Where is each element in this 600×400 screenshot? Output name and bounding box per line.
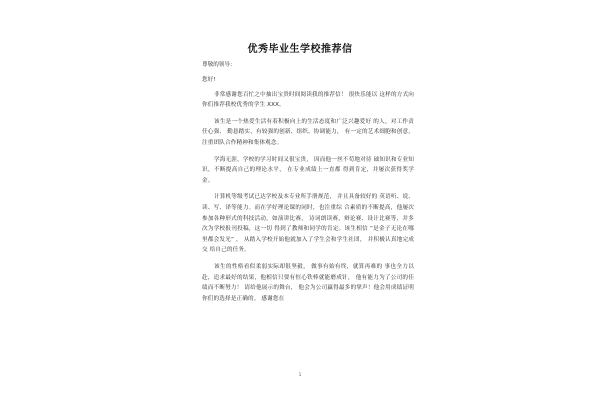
paragraph-3: 学海无涯，学校的学习时间又很宝贵， 因而他一丝不苟地对待 础知识和专业知识，不断提高自己的理论水平， 在专业成绩上一直都 得到肯定，并屡次获得奖学金。	[202, 156, 414, 184]
paragraph-5: 该生的性格看似柔弱实际却很坚毅， 做事有始有终，就算再难的 事也全力以赴，追求最好的结果，他相信只要有恒心铁棒就能磨成针， 他有能力为了公司的佳绩而不断努力！ 请给他展示的舞台， 他会为公司赢得最多的掌声！他会用成绩证明你们的选择是正确的。 感谢您在	[202, 264, 414, 302]
document-title: 优秀毕业生学校推荐信	[247, 44, 353, 55]
page-number: 1	[298, 372, 302, 377]
salutation: 尊敬的领导：	[202, 62, 236, 68]
paragraph-2: 该生是一个热爱生活有着积极向上的生活态度和广泛兴趣爱好 的人，对工作责任心强、 勤恳踏实，有较强的创新、组织、协调能力， 有一定的艺术细胞和创意，注重团队合作精神和集体观念。	[202, 118, 414, 147]
paragraph-1: 非常感谢您百忙之中抽出宝贵时间阅读我的推荐信！ 很快乐能以 这样的方式向你们推荐我校优秀的学生 XXX。	[202, 91, 414, 109]
paragraph-4: 计算机等级考试已达学校及本专业所手册规范， 并且具备较好的 英语听、说、读、写、译等能力。而在学好理论课的同时，也注重综 合素质的不断提高，他屡次参加各种形式的科技活动，如演讲比赛， 诗词朗读赛，辩论赛、设计比赛等，并多次为学校报刊投稿，这一切 得到了教师和同学的肯定。该生相信 “是金子无论在哪里都会发光” ， 从踏入学校开始他就加入了学生会和学生社团， 并积极认真地完成交 给自己的任务。	[202, 194, 414, 254]
greeting: 您好!	[202, 77, 216, 84]
letter-body	[202, 60, 414, 304]
